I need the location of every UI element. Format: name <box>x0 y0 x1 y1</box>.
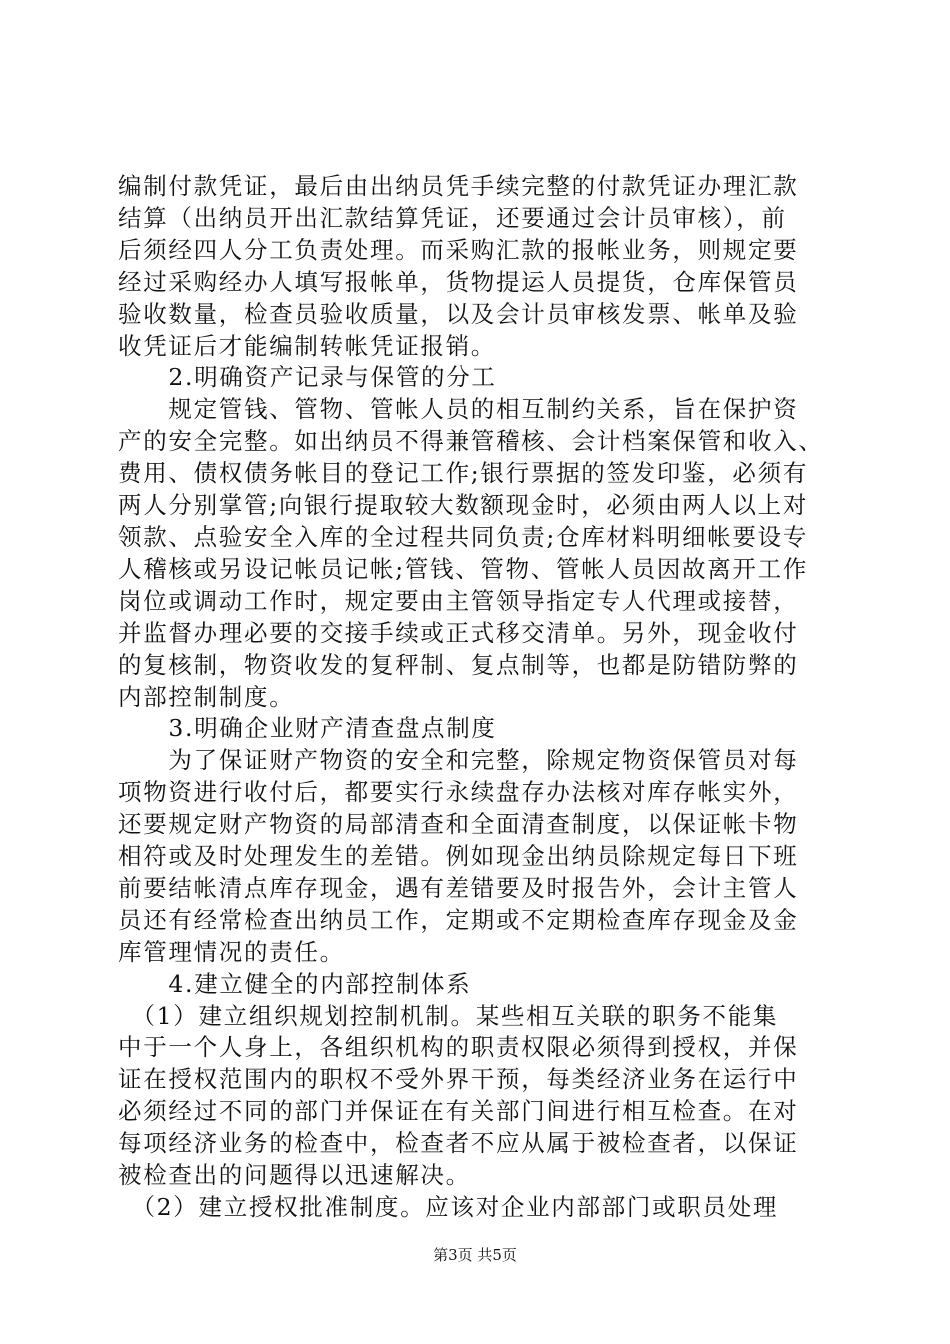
text-line: 项物资进行收付后，都要实行永续盘存办法核对库存帐实外， <box>118 778 799 807</box>
text-line: （1）建立组织规划控制机制。某些相互关联的职务不能集 <box>118 1001 779 1030</box>
text-line: 收凭证后才能编制转帐凭证报销。 <box>118 331 496 360</box>
text-line: 并监督办理必要的交接手续或正式移交清单。另外，现金收付 <box>118 618 799 647</box>
body-text <box>118 171 838 1224</box>
text-line: 领款、点验安全入库的全过程共同负责;仓库材料明细帐要设专 <box>118 522 809 551</box>
text-line: 前要结帐清点库存现金，遇有差错要及时报告外，会计主管人 <box>118 873 799 902</box>
text-line: 证在授权范围内的职权不受外界干预，每类经济业务在运行中 <box>118 1065 799 1094</box>
text-line: 必须经过不同的部门并保证在有关部门间进行相互检查。在对 <box>118 1097 799 1126</box>
page-footer: 第3页 共5页 <box>433 1246 517 1264</box>
text-line: 4.建立健全的内部控制体系 <box>118 969 472 998</box>
text-line: 编制付款凭证，最后由出纳员凭手续完整的付款凭证办理汇款 <box>118 172 799 200</box>
text-line: 结算（出纳员开出汇款结算凭证，还要通过会计员审核），前 <box>118 203 787 232</box>
text-line: 3.明确企业财产清查盘点制度 <box>118 714 497 743</box>
text-line: 内部控制制度。 <box>118 682 295 711</box>
text-line: 还要规定财产物资的局部清查和全面清查制度，以保证帐卡物 <box>118 810 799 839</box>
text-line: 费用、债权债务帐目的登记工作;银行票据的签发印鉴，必须有 <box>118 459 809 488</box>
text-line: 员还有经常检查出纳员工作，定期或不定期检查库存现金及金 <box>118 905 799 934</box>
text-line: 的复核制，物资收发的复秤制、复点制等，也都是防错防弊的 <box>118 650 799 679</box>
text-line: 人稽核或另设记帐员记帐;管钱、管物、管帐人员因故离开工作 <box>118 554 809 583</box>
text-line: （2）建立授权批准制度。应该对企业内部部门或职员处理 <box>118 1193 779 1221</box>
text-line: 规定管钱、管物、管帐人员的相互制约关系，旨在保护资 <box>118 395 799 424</box>
text-line: 经过采购经办人填写报帐单，货物提运人员提货，仓库保管员 <box>118 267 799 296</box>
text-line: 验收数量，检查员验收质量，以及会计员审核发票、帐单及验 <box>118 299 799 328</box>
text-line: 岗位或调动工作时，规定要由主管领导指定专人代理或接替， <box>118 586 799 615</box>
text-line: 被检查出的问题得以迅速解决。 <box>118 1161 471 1190</box>
text-line: 两人分别掌管;向银行提取较大数额现金时，必须由两人以上对 <box>118 491 809 520</box>
text-line: 为了保证财产物资的安全和完整，除规定物资保管员对每 <box>118 746 799 775</box>
text-line: 中于一个人身上，各组织机构的职责权限必须得到授权，并保 <box>118 1033 799 1062</box>
text-line: 2.明确资产记录与保管的分工 <box>118 363 497 392</box>
text-line: 相符或及时处理发生的差错。例如现金出纳员除规定每日下班 <box>118 842 799 871</box>
text-line: 产的安全完整。如出纳员不得兼管稽核、会计档案保管和收入、 <box>118 427 824 456</box>
text-line: 库管理情况的责任。 <box>118 937 345 966</box>
text-line: 每项经济业务的检查中，检查者不应从属于被检查者，以保证 <box>118 1129 799 1158</box>
text-line: 后须经四人分工负责处理。而采购汇款的报帐业务，则规定要 <box>118 235 799 264</box>
